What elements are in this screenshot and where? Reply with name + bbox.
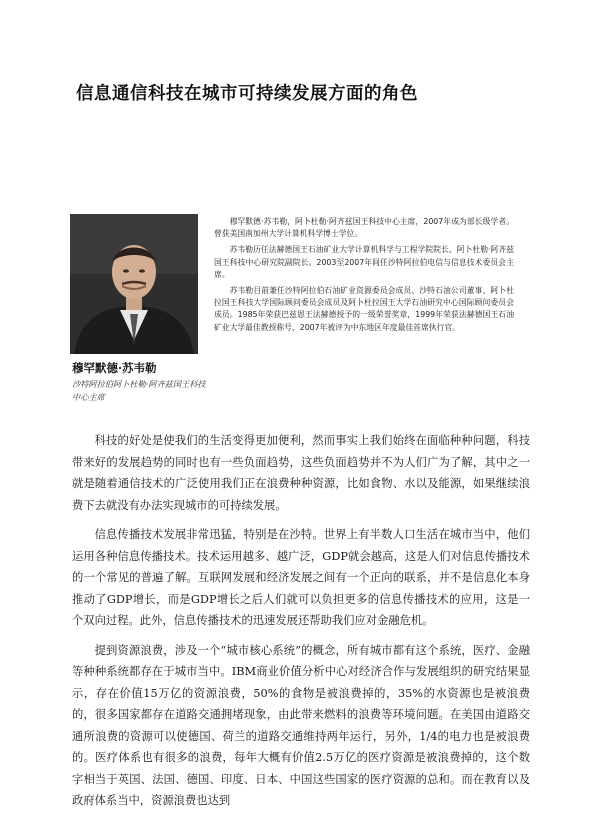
bio-paragraph: 苏韦勒历任法赫德国王石油矿业大学计算机科学与工程学院院长、阿卜杜勒·阿齐兹国王科技中心研究院副院长。2003至2007年间任沙特阿拉伯电信与信息技术委员会主席。	[214, 245, 514, 279]
body-paragraph: 信息传播技术发展非常迅猛，特别是在沙特。世界上有半数人口生活在城市当中，他们运用各种信息传播技术。技术运用越多、越广泛，GDP就会越高，这是人们对信息传播技术的一个常见的普遍了解。互联网发展和经济发展之间有一个正向的联系，并不是信息化本身推动了GDP增长，而是GDP增长之后人们就可以负担更多的信息传播技术的应用，这是一个双向过程。此外，信息传播技术的迅速发展还帮助我们应对金融危机。	[72, 528, 530, 627]
author-name: 穆罕默德·苏韦勒	[72, 361, 157, 375]
body-paragraph: 科技的好处是使我们的生活变得更加便利，然而事实上我们始终在面临种种问题，科技带来好的发展趋势的同时也有一些负面趋势，这些负面趋势并不为人们广为了解，其中之一就是随着通信技术的广泛使用我们正在浪费种种资源，比如食物、水以及能源，如果继续浪费下去就没有办法实现城市的可持续发展。	[72, 434, 530, 512]
author-photo	[70, 214, 198, 354]
author-affiliation: 沙特阿拉伯阿卜杜勒·阿齐兹国王科技中心主席	[72, 379, 206, 402]
author-bio	[214, 216, 514, 338]
portrait-image	[70, 214, 198, 354]
article-title: 信息通信科技在城市可持续发展方面的角色	[76, 84, 418, 104]
article-body	[72, 430, 530, 820]
body-paragraph: 提到资源浪费，涉及一个“城市核心系统”的概念，所有城市都有这个系统，医疗、金融等种种系统都存在于城市当中。IBM商业价值分析中心对经济合作与发展组织的研究结果显示，存在价值15万亿的资源浪费，50%的食物是被浪费掉的，35%的水资源也是被浪费的，很多国家都存在道路交通拥堵现象，由此带来燃料的浪费等环境问题。在美国由道路交通所浪费的资源可以使德国、荷兰的道路交通维持两年运行，另外，1/4的电力也是被浪费的。医疗体系也有很多的浪费，每年大概有价值2.5万亿的医疗资源是被浪费掉的，这个数字相当于英国、法国、德国、印度、日本、中国这些国家的医疗资源的总和。而在教育以及政府体系当中，资源浪费也达到	[72, 643, 530, 807]
bio-paragraph: 穆罕默德·苏韦勒，阿卜杜勒·阿齐兹国王科技中心主席，2007年成为部长级学者。曾获美国南加州大学计算机科学博士学位。	[214, 217, 514, 239]
bio-paragraph: 苏韦勒目前兼任沙特阿拉伯石油矿业资源委员会成员、沙特石油公司董事、阿卜杜拉国王科技大学国际顾问委员会成员及阿卜杜拉国王大学石油研究中心国际顾问委员会成员。1985年荣获巴兹恩王法赫德授予的一级荣誉奖章，1999年荣获法赫德国王石油矿业大学最佳教授称号，2007年被评为中东地区年度最佳首席执行官。	[214, 286, 514, 332]
